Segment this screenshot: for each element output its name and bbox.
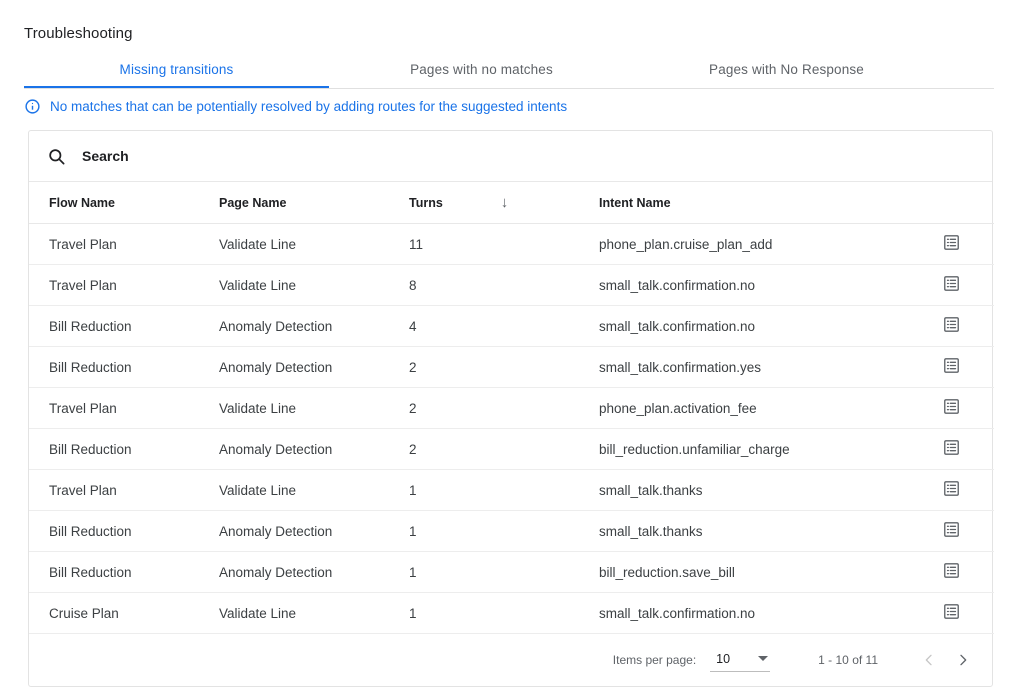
cell-intent-name: small_talk.confirmation.no — [599, 306, 909, 347]
cell-page-name: Validate Line — [219, 224, 409, 265]
table-header — [29, 182, 994, 224]
search-icon — [47, 147, 66, 166]
cell-action — [909, 388, 994, 429]
list-details-icon[interactable] — [942, 520, 961, 539]
cell-page-name: Validate Line — [219, 593, 409, 634]
cell-flow-name: Travel Plan — [29, 224, 219, 265]
cell-intent-name: small_talk.confirmation.yes — [599, 347, 909, 388]
cell-action — [909, 306, 994, 347]
items-per-page-label: Items per page: — [612, 653, 697, 667]
cell-turns: 2 — [409, 429, 599, 470]
cell-turns: 8 — [409, 265, 599, 306]
page-title: Troubleshooting — [24, 25, 133, 42]
table-row[interactable] — [29, 306, 994, 347]
table-row[interactable] — [29, 552, 994, 593]
cell-page-name: Anomaly Detection — [219, 429, 409, 470]
cell-turns: 2 — [409, 388, 599, 429]
cell-flow-name: Travel Plan — [29, 265, 219, 306]
column-header-turns[interactable] — [409, 182, 599, 224]
cell-intent-name: phone_plan.cruise_plan_add — [599, 224, 909, 265]
list-details-icon[interactable] — [942, 274, 961, 293]
cell-turns: 1 — [409, 593, 599, 634]
cell-turns: 1 — [409, 511, 599, 552]
tab-pages-with-no-response[interactable]: Pages with No Response — [709, 62, 864, 77]
list-details-icon[interactable] — [942, 315, 961, 334]
list-details-icon[interactable] — [942, 397, 961, 416]
cell-page-name: Anomaly Detection — [219, 306, 409, 347]
cell-flow-name: Cruise Plan — [29, 593, 219, 634]
cell-page-name: Anomaly Detection — [219, 511, 409, 552]
cell-flow-name: Travel Plan — [29, 388, 219, 429]
cell-action — [909, 429, 994, 470]
cell-page-name: Anomaly Detection — [219, 347, 409, 388]
cell-page-name: Validate Line — [219, 265, 409, 306]
search-bar[interactable] — [29, 131, 992, 182]
items-per-page-value: 10 — [716, 651, 731, 666]
results-card — [28, 130, 993, 687]
cell-turns: 4 — [409, 306, 599, 347]
cell-action — [909, 470, 994, 511]
cell-page-name: Anomaly Detection — [219, 552, 409, 593]
column-header-actions — [909, 182, 994, 224]
items-per-page-select[interactable] — [710, 649, 770, 672]
cell-flow-name: Travel Plan — [29, 470, 219, 511]
table-row[interactable] — [29, 388, 994, 429]
tab-missing-transitions[interactable]: Missing transitions — [24, 54, 329, 88]
cell-flow-name: Bill Reduction — [29, 429, 219, 470]
list-details-icon[interactable] — [942, 479, 961, 498]
column-header-flow-name[interactable]: Flow Name — [29, 182, 219, 224]
cell-action — [909, 552, 994, 593]
cell-flow-name: Bill Reduction — [29, 552, 219, 593]
chevron-down-icon — [758, 656, 768, 661]
list-details-icon[interactable] — [942, 356, 961, 375]
cell-flow-name: Bill Reduction — [29, 511, 219, 552]
pagination-range-label: 1 - 10 of 11 — [818, 653, 878, 667]
cell-action — [909, 593, 994, 634]
table-row[interactable] — [29, 593, 994, 634]
column-header-page-name[interactable]: Page Name — [219, 182, 409, 224]
previous-page-button[interactable] — [912, 643, 946, 677]
cell-action — [909, 347, 994, 388]
table-row[interactable] — [29, 511, 994, 552]
cell-turns: 11 — [409, 224, 599, 265]
column-header-turns-label: Turns — [409, 195, 443, 210]
list-details-icon[interactable] — [942, 438, 961, 457]
column-header-intent-name[interactable]: Intent Name — [599, 182, 909, 224]
list-details-icon[interactable] — [942, 561, 961, 580]
table-row[interactable] — [29, 429, 994, 470]
cell-page-name: Validate Line — [219, 388, 409, 429]
tab-bar — [24, 54, 994, 89]
table-row[interactable] — [29, 347, 994, 388]
cell-intent-name: small_talk.confirmation.no — [599, 593, 909, 634]
paginator — [29, 634, 992, 686]
notice-text: No matches that can be potentially resolved by adding routes for the suggested intents — [50, 99, 568, 114]
cell-turns: 1 — [409, 470, 599, 511]
cell-flow-name: Bill Reduction — [29, 306, 219, 347]
cell-action — [909, 511, 994, 552]
sort-descending-icon[interactable]: ↓ — [500, 194, 509, 211]
cell-intent-name: bill_reduction.save_bill — [599, 552, 909, 593]
cell-page-name: Validate Line — [219, 470, 409, 511]
cell-turns: 1 — [409, 552, 599, 593]
table-row[interactable] — [29, 265, 994, 306]
next-page-button[interactable] — [946, 643, 980, 677]
list-details-icon[interactable] — [942, 602, 961, 621]
cell-turns: 2 — [409, 347, 599, 388]
info-icon — [24, 98, 41, 115]
cell-action — [909, 224, 994, 265]
search-input[interactable] — [82, 148, 682, 164]
table-header-row — [29, 182, 994, 224]
cell-intent-name: small_talk.thanks — [599, 470, 909, 511]
cell-flow-name: Bill Reduction — [29, 347, 219, 388]
tab-pages-with-no-matches[interactable]: Pages with no matches — [410, 62, 553, 77]
table-row[interactable] — [29, 470, 994, 511]
missing-transitions-table — [29, 182, 994, 634]
cell-intent-name: small_talk.confirmation.no — [599, 265, 909, 306]
notice-banner — [24, 98, 567, 115]
cell-intent-name: phone_plan.activation_fee — [599, 388, 909, 429]
table-row[interactable] — [29, 224, 994, 265]
cell-intent-name: small_talk.thanks — [599, 511, 909, 552]
cell-intent-name: bill_reduction.unfamiliar_charge — [599, 429, 909, 470]
cell-action — [909, 265, 994, 306]
table-body — [29, 224, 994, 634]
list-details-icon[interactable] — [942, 233, 961, 252]
